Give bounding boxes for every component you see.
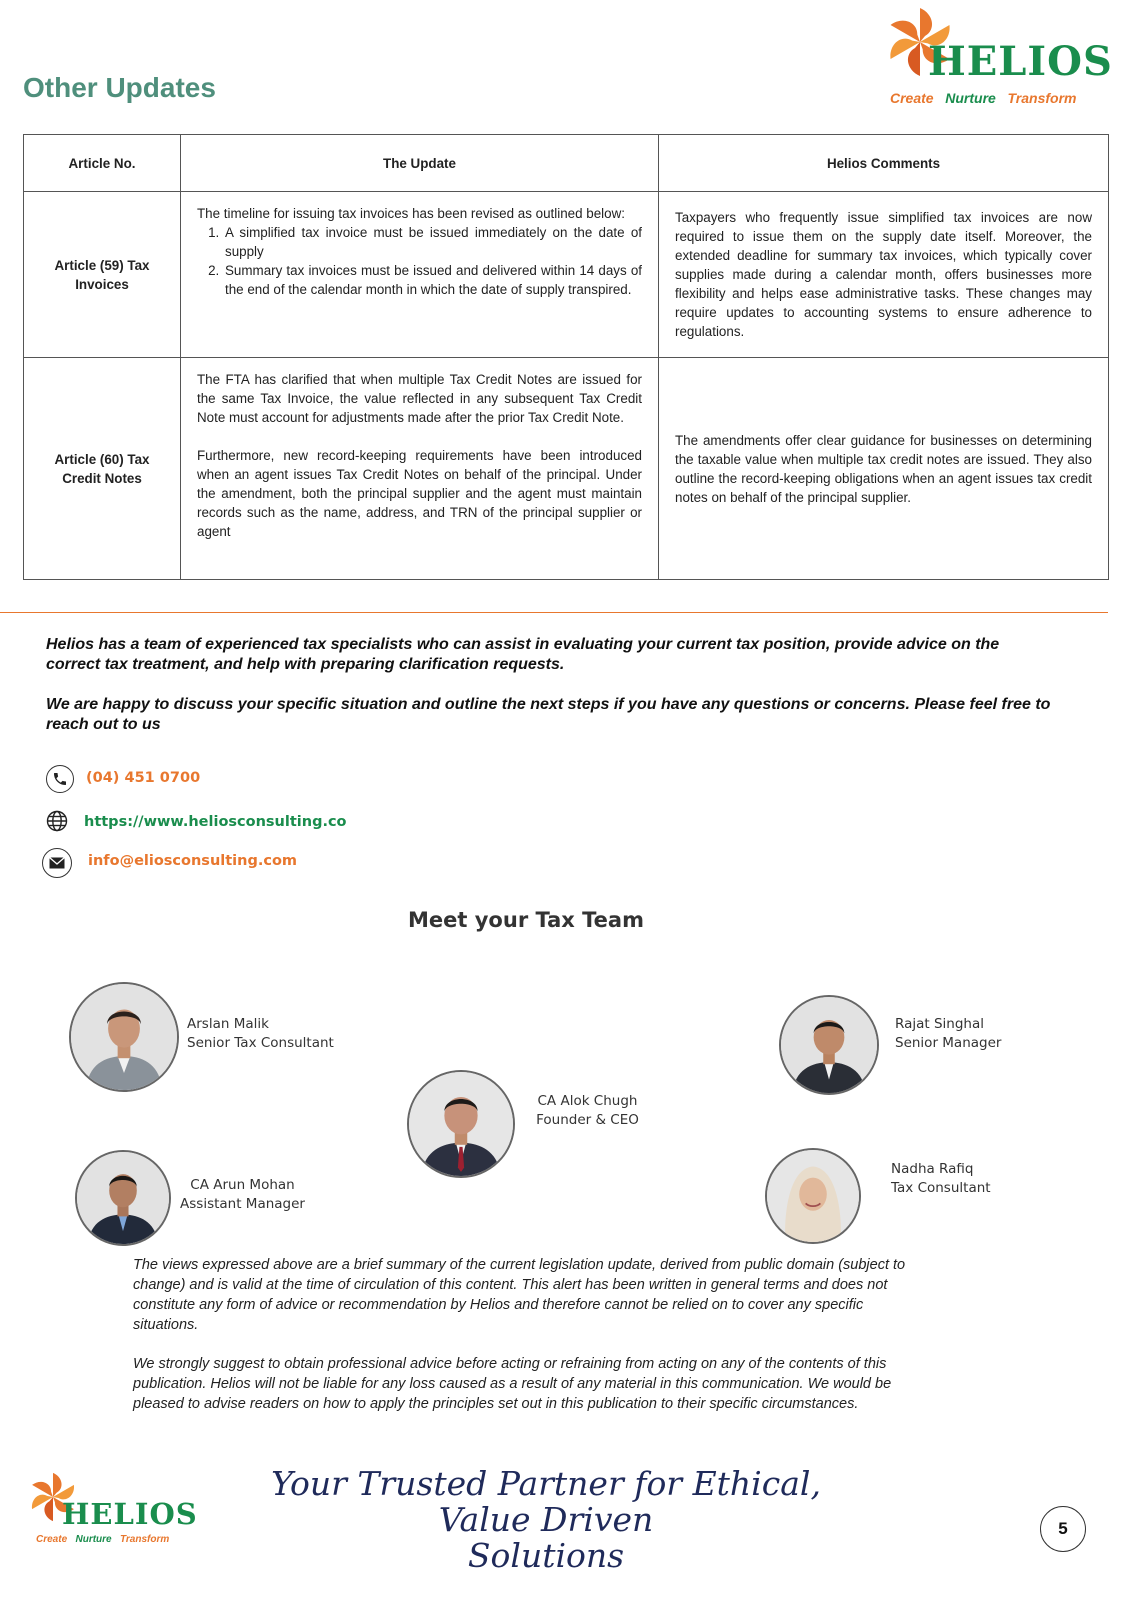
disclaimer-paragraph: The views expressed above are a brief summary of the current legislation update, derived from public domain (subject to change) and is valid at the time of circulation of this content. This alert has been written in general terms and does not constitute any form of advice or recommendation by Helios and therefore cannot be relied on to cover any specific situations. <box>133 1257 906 1333</box>
page-number: 5 <box>1040 1506 1086 1552</box>
person-icon <box>77 1152 169 1244</box>
team-title: Meet your Tax Team <box>408 908 644 932</box>
update-paragraph: Furthermore, new record-keeping requirements have been introduced when an agent issues Tax Credit Notes on behalf of the principal. Under the amendment, both the principal supplier and the agent must maintain records such as the name, address, and TRN of the principal supplier or agent <box>197 448 642 539</box>
logo-wordmark: HELIOS <box>928 38 1113 85</box>
update-cell <box>181 358 659 580</box>
table-row <box>24 358 1109 580</box>
logo-tagline <box>36 1534 169 1545</box>
member-info <box>891 1160 991 1198</box>
member-role: Assistant Manager <box>180 1196 305 1212</box>
member-role: Tax Consultant <box>891 1180 991 1196</box>
article-line: Article (60) Tax <box>54 451 150 467</box>
avatar <box>69 982 179 1092</box>
member-info <box>180 1176 305 1214</box>
avatar <box>75 1150 171 1246</box>
section-divider <box>0 612 1108 613</box>
list-item: 1. A simplified tax invoice must be issued immediately on the date of supply <box>223 223 642 261</box>
helios-logo-footer <box>26 1470 196 1550</box>
member-name: CA Arun Mohan <box>190 1177 295 1193</box>
article-line: Invoices <box>75 276 129 292</box>
promo-paragraph: We are happy to discuss your specific situation and outline the next steps if you have any questions or concerns. Please feel free to reach out to us <box>46 696 1051 733</box>
header-helios-comments: Helios Comments <box>659 135 1109 192</box>
avatar <box>779 995 879 1095</box>
header-article-no: Article No. <box>24 135 181 192</box>
update-list <box>197 223 642 299</box>
person-icon <box>767 1150 859 1242</box>
member-info <box>525 1092 650 1130</box>
person-icon <box>781 997 877 1093</box>
page-title: Other Updates <box>23 72 216 103</box>
logo-wordmark: HELIOS <box>62 1497 198 1531</box>
article-cell <box>24 358 181 580</box>
footer-slogan <box>236 1466 856 1574</box>
logo-tagline <box>890 90 1076 106</box>
comment-cell: The amendments offer clear guidance for businesses on determining the taxable value when multiple tax credit notes are issued. They also outline the record-keeping obligations when an agent issues tax credit notes on behalf of the principal supplier. <box>659 358 1109 580</box>
list-item: 2. Summary tax invoices must be issued and delivered within 14 days of the end of the calendar month in which the date of supply transpired. <box>223 261 642 299</box>
comment-cell: Taxpayers who frequently issue simplified tax invoices are now required to issue them on the supply date itself. Moreover, the extended deadline for summary tax invoices, which typically cover supplies made during a calendar month, offers businesses more flexibility and helps ease administrative tasks. These changes may require updates to accounting systems to ensure adherence to regulations. <box>659 192 1109 358</box>
phone-number[interactable]: (04) 451 0700 <box>86 770 201 786</box>
email-link[interactable]: info@eliosconsulting.com <box>88 853 298 869</box>
article-line: Credit Notes <box>62 470 142 486</box>
member-name: Rajat Singhal <box>895 1016 984 1032</box>
promo-paragraph: Helios has a team of experienced tax specialists who can assist in evaluating your current tax position, provide advice on the correct tax treatment, and help with preparing clarification requests. <box>46 636 1000 673</box>
disclaimer-paragraph: We strongly suggest to obtain professional advice before acting or refraining from acting on any of the contents of this publication. Helios will not be liable for any loss caused as a result of any material in this communication. We would be pleased to advise readers on how to apply the principles set out in this publication to their specific circumstances. <box>133 1356 892 1412</box>
tagline-transform: Transform <box>119 1534 170 1545</box>
slogan-line: Solutions <box>467 1536 625 1575</box>
tagline-create: Create <box>890 90 934 106</box>
tagline-nurture: Nurture <box>945 90 996 106</box>
phone-icon <box>46 765 74 793</box>
article-cell <box>24 192 181 358</box>
update-cell <box>181 192 659 358</box>
avatar <box>407 1070 515 1178</box>
globe-icon <box>46 810 68 832</box>
member-name: Nadha Rafiq <box>891 1161 974 1177</box>
member-name: Arslan Malik <box>187 1016 269 1032</box>
member-role: Senior Tax Consultant <box>187 1035 334 1051</box>
member-name: CA Alok Chugh <box>537 1093 638 1109</box>
table-row <box>24 192 1109 358</box>
update-intro: The timeline for issuing tax invoices has been revised as outlined below: <box>197 206 625 221</box>
table-header-row <box>24 135 1109 192</box>
header-the-update: The Update <box>181 135 659 192</box>
helios-logo <box>890 4 1124 110</box>
article-line: Article (59) Tax <box>54 257 150 273</box>
member-info <box>187 1015 334 1053</box>
person-icon <box>71 984 177 1090</box>
mail-icon <box>42 848 72 878</box>
website-link[interactable]: https://www.heliosconsulting.co <box>84 814 347 830</box>
member-role: Senior Manager <box>895 1035 1002 1051</box>
tagline-nurture: Nurture <box>75 1534 112 1545</box>
member-role: Founder & CEO <box>536 1112 639 1128</box>
avatar <box>765 1148 861 1244</box>
person-icon <box>409 1072 513 1176</box>
tagline-transform: Transform <box>1007 90 1077 106</box>
member-info <box>895 1015 1001 1053</box>
tagline-create: Create <box>36 1534 68 1545</box>
update-paragraph: The FTA has clarified that when multiple Tax Credit Notes are issued for the same Tax Invoice, the value reflected in any subsequent Tax Credit Note must account for adjustments made after the prior Tax Credit Note. <box>197 372 642 425</box>
slogan-line: Your Trusted Partner for Ethical, Value Driven <box>271 1464 821 1539</box>
updates-table <box>23 134 1109 580</box>
